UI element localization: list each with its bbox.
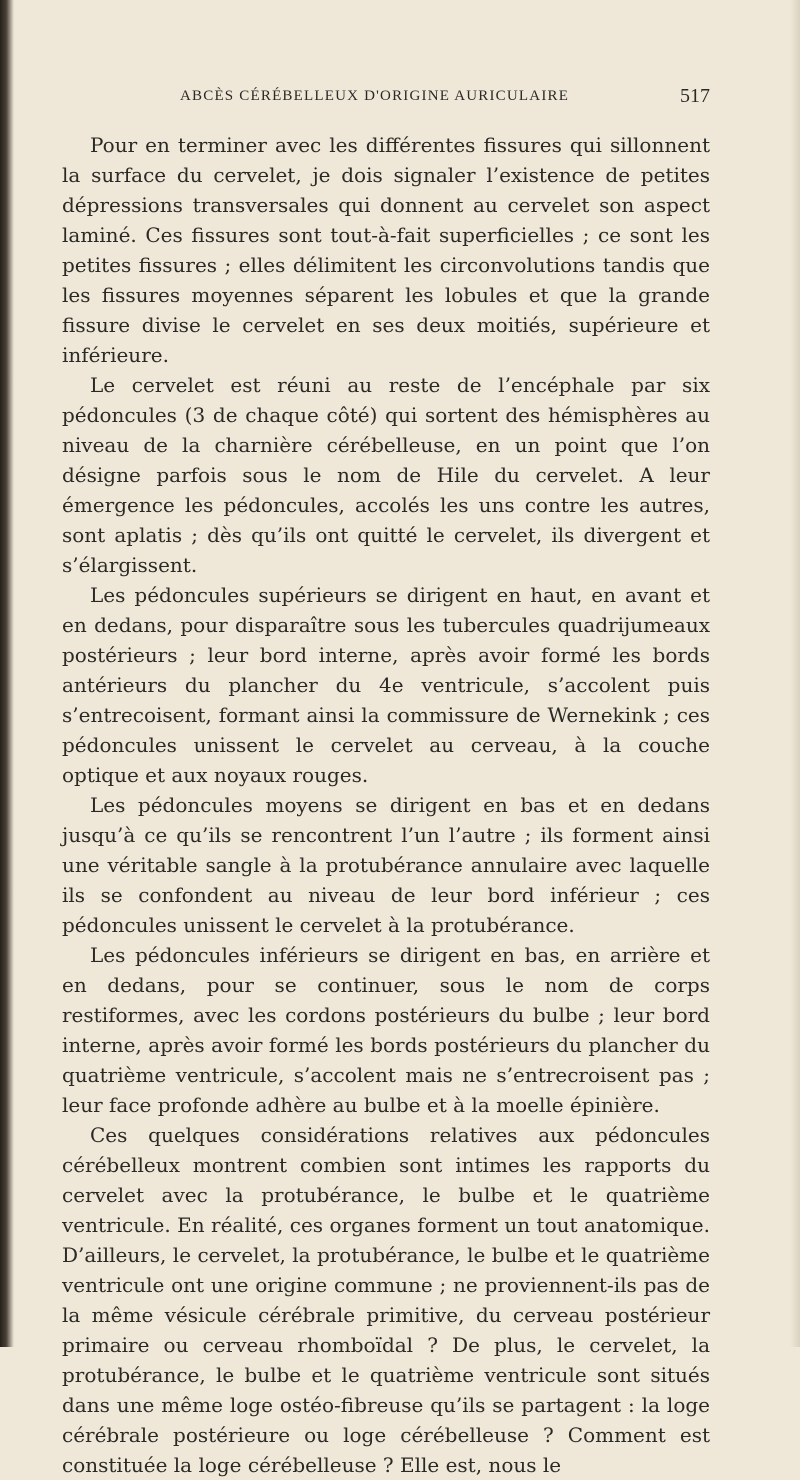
paragraph-peduncles-intro: Le cervelet est réuni au reste de l’encéphale par six pédoncules (3 de chaque côté) qui sortent des hémisphères au niveau de la charnière cérébelleuse, en un point que l’on désigne parfois sous le nom de Hile du cervelet. A leur émergence les pédoncules, accolés les uns contre les autres, sont aplatis ; dès qu’ils ont quitté le cervelet, ils divergent et s’élargissent. (62, 373, 710, 577)
paragraph-superior-peduncles: Les pédoncules supérieurs se dirigent en haut, en avant et en dedans, pour disparaître sous les tubercules quadrijumeaux postérieurs ; leur bord interne, après avoir formé les bords antérieurs du plancher du 4e ventricule, s’accolent puis s’entrecoisent, formant ainsi la commissure de Wernekink ; ces pédoncules unissent le cervelet au cerveau, à la couche optique et aux noyaux rouges. (62, 583, 710, 787)
page-left-shadow (0, 0, 14, 1347)
paragraph-conclusion: Ces quelques considérations relatives aux pédoncules cérébelleux montrent combien sont intimes les rapports du cervelet avec la protubérance, le bulbe et le quatrième ventricule. En réalité, ces organes forment un tout anatomique. D’ailleurs, le cervelet, la protubérance, le bulbe et le quatrième ventricule ont une origine commune ; ne proviennent-ils pas de la même vésicule cérébrale primitive, du cerveau postérieur primaire ou cerveau rhomboïdal ? De plus, le cervelet, la protubérance, le bulbe et le quatrième ventricule sont situés dans une même loge ostéo-fibreuse qu’ils se partagent : la loge cérébrale postérieure ou loge cérébelleuse ? Comment est constituée la loge cérébelleuse ? Elle est, nous le (62, 1123, 710, 1477)
page-number: 517 (680, 85, 710, 107)
running-header (62, 85, 710, 114)
paragraph-middle-peduncles: Les pédoncules moyens se dirigent en bas et en dedans jusqu’à ce qu’ils se rencontrent l’un l’autre ; ils forment ainsi une véritable sangle à la protubérance annulaire avec laquelle ils se confondent au niveau de leur bord inférieur ; ces pédoncules unissent le cervelet à la protubérance. (62, 793, 710, 937)
page-body (62, 130, 710, 1480)
page-header-title: ABCÈS CÉRÉBELLEUX D'ORIGINE AURICULAIRE (180, 88, 570, 104)
page-right-shadow (790, 0, 800, 1347)
paragraph-fissures: Pour en terminer avec les différentes fissures qui sillonnent la surface du cervelet, je dois signaler l’existence de petites dépressions transversales qui donnent au cervelet son aspect laminé. Ces fissures sont tout-à-fait superficielles ; ce sont les petites fissures ; elles délimitent les circonvolutions tandis que les fissures moyennes séparent les lobules et que la grande fissure divise le cervelet en ses deux moitiés, supérieure et inférieure. (62, 133, 710, 367)
paragraph-inferior-peduncles: Les pédoncules inférieurs se dirigent en bas, en arrière et en dedans, pour se continuer, sous le nom de corps restiformes, avec les cordons postérieurs du bulbe ; leur bord interne, après avoir formé les bords postérieurs du plancher du quatrième ventricule, s’accolent mais ne s’entrecroisent pas ; leur face profonde adhère au bulbe et à la moelle épinière. (62, 943, 710, 1117)
